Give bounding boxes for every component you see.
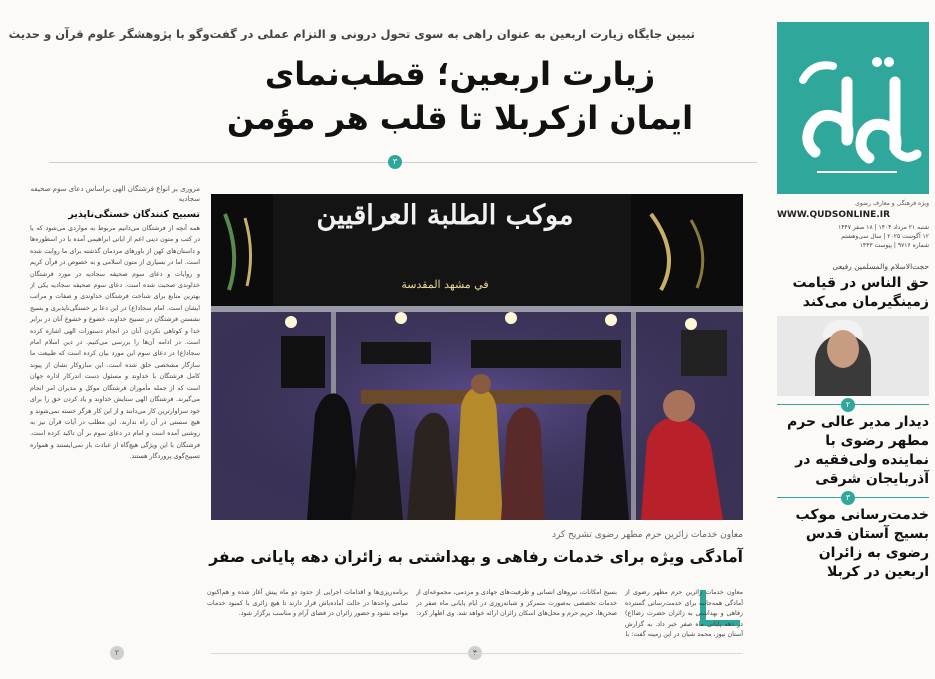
left-column xyxy=(30,184,200,657)
story-title[interactable]: آمادگی ویژه برای خدمات رفاهی و بهداشتی به زائران دهه پایانی صفر xyxy=(209,548,743,566)
left-title[interactable]: تسبیح کنندگان خستگی‌ناپذیر xyxy=(68,209,200,220)
photo-banner-sub: في مشهد المقدسة xyxy=(401,278,489,291)
bottom-divider xyxy=(211,653,743,654)
page-badge: ۲ xyxy=(841,398,855,412)
issue-dates xyxy=(777,223,929,250)
right-headline-2[interactable]: دیدار مدیر عالی حرم مطهر رضوی با نماینده ولی‌فقیه در آذربایجان شرقی xyxy=(786,414,929,487)
date-line: شنبه ۲۱ مرداد ۱۴۰۴ | ۱۸ صفر ۱۴۴۷ xyxy=(838,224,929,231)
main-headline[interactable]: زیارت اربعین؛ قطب‌نمای ایمان ازکربلا تا قلب هر مؤمن xyxy=(226,55,694,137)
right-column xyxy=(777,22,929,674)
left-body: همه آنچه از فرشتگان می‌دانیم مربوط به مواردی می‌شود که یا در کتب و متون دینی اعم از ایاتی ابراهیمی آمده یا در اسطوره‌ها و داستان‌های کهن از باورهای مردمان گذشته برای ما روایت شده است. اما در بسیاری از متون اسلامی و به خصوص در قرآن کریم و روایات و دعای سوم صحیفه سجادیه در مورد فرشتگان خداوندی صحبت شده است. دعای سوم صحیفه سجادیه یکی از بهترین منابع برای شناخت فرشتگان خداوندی و صفات و مراتب ایشان است. امام سجاد(ع) در این دعا بر خستگی‌ناپذیری و بسیج نشستن فرشتگان در تسبیح خداوند، خضوع و خشوع آنان در برابر خدا و کوتاهی نکردن آنان در انجام دستورات الهی اشاره کرده است. در ادامه آن‌ها را بررسی می‌کنیم. در دین اسلام امام سجاد(ع) در دعای سوم این مورد بیان کرده است که طبیعت ما سازگار مشخصی خلق شده است. این سازوکار نشان از پیوند کامل فرشتگان با خداوند و مسئول دست اندرکار اداره جهان است که از جمله مأموران فرشتگان موکل و مدیران امر انجام می‌گیرند. فرشتگان الهی ستایش خداوند و یاد کردن حق را برای خود سزاوارترین کار می‌دانند و از این کار هرگز خسته نمی‌شوند و هیچ سستی در آن راه ندارند. این مطلب در آیات قرآن نیز به روشنی آمده است و امام در دعای سوم بر آن تاکید کرده است. فرشتگان با این ویژگی هیچ‌گاه از عبادت باز نمی‌ایستند و همواره تسبیح‌گوی پروردگار هستند. xyxy=(30,225,200,461)
right-headline-3[interactable]: خدمت‌رسانی موکب بسیج آستان قدس رضوی به زائران اربعین در کربلا xyxy=(795,507,929,580)
photo-banner-text: موكب الطلبة العراقيين xyxy=(316,200,574,231)
rewaq-logo-icon xyxy=(777,22,929,194)
surtitle: تبیین جایگاه زیارت اربعین به عنوان راهی به سوی تحول درونی و التزام عملی در گفت‌وگو با پژوهشگر علوم قرآن و حدیث xyxy=(8,27,695,41)
right-story-3[interactable] xyxy=(777,493,929,582)
story-col-1: معاون خدمات زائرین حرم مطهر رضوی از آمادگی همه‌جانبه برای خدمت‌رسانی گسترده رفاهی و بهداشتی به زائران حضرت رضا(ع) در دهه پایانی ماه صفر خبر داد. به گزارش آستان نیوز، محمد شبان در این زمینه گفت: با xyxy=(625,589,743,638)
header-divider xyxy=(49,162,757,163)
date-line: شماره ۹۷۱۶ | پیوست ۱۴۴۳ xyxy=(859,242,929,249)
cleric-portrait xyxy=(777,316,929,396)
mawkib-photo xyxy=(211,194,743,520)
page-badge: ۳ xyxy=(841,491,855,505)
right-kicker: حجت‌الاسلام والمسلمین رفیعی xyxy=(832,262,929,271)
story-col-3: برنامه‌ریزی‌ها و اقدامات اجرایی از حدود دو ماه پیش آغاز شده و هم‌اکنون تمامی واحدها در حالت آماده‌باش قرار دارند تا هیچ زائری با کمبود خدمات مواجه نشود و حضور زائران در فضای آرام و مناسب برگزار شود. xyxy=(207,589,408,617)
story-kicker: معاون خدمات زائرین حرم مطهر رضوی تشریح کرد xyxy=(551,530,743,540)
headline-page-badge: ۳ xyxy=(388,155,402,169)
left-page-badge: ۲ xyxy=(110,646,124,660)
left-kicker: مروری بر انواع فرشتگان الهی براساس دعای سوم صحیفه سجادیه xyxy=(30,185,200,203)
story-col-2: بسیج امکانات، نیروهای انسانی و ظرفیت‌های جهادی و مردمی، مجموعه‌ای از خدمات تخصصی به‌صورت متمرکز و شبانه‌روزی در ایام پایانی ماه صفر در صحن‌ها، حریم حرم و محل‌های اسکان زائران ارائه خواهد شد. وی اظهار کرد: xyxy=(416,589,617,617)
story-columns xyxy=(207,588,743,640)
face-shape xyxy=(827,330,859,368)
right-story-2[interactable] xyxy=(777,400,929,489)
masthead-logo[interactable] xyxy=(777,22,929,194)
mawkib-scene-image xyxy=(211,194,743,520)
date-line: ۱۲ آگوست ۲۰۲۵ | سال سی‌وهشتم xyxy=(841,233,929,240)
right-headline-1[interactable]: حق الناس در قیامت زمینگیرمان می‌کند xyxy=(792,275,929,310)
site-description: ویژه فرهنگی و معارف رضوی xyxy=(855,200,929,207)
site-url[interactable]: WWW.QUDSONLINE.IR xyxy=(777,210,891,220)
